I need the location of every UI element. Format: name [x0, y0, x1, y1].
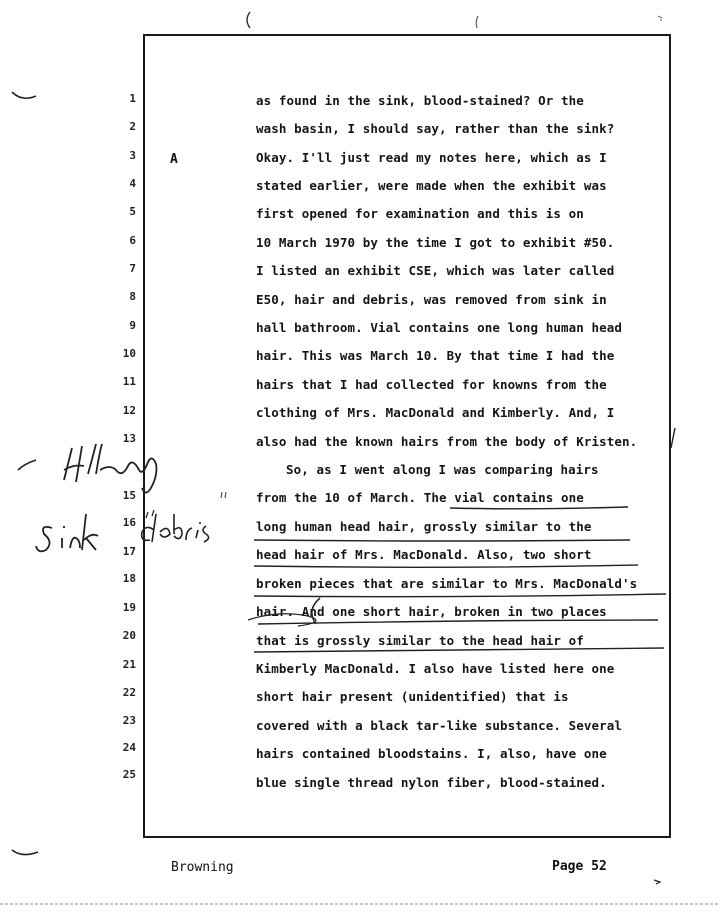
transcript-line: long human head hair, grossly similar to the — [256, 519, 592, 534]
transcript-line: 10 March 1970 by the time I got to exhibit #50. — [256, 235, 615, 250]
line-number: 6 — [129, 234, 136, 247]
transcript-line: also had the known hairs from the body of Kristen. — [256, 434, 638, 449]
line-number: 25 — [122, 768, 136, 781]
line-number: 5 — [129, 205, 136, 218]
line-number: 24 — [122, 741, 136, 754]
transcript-line: covered with a black tar-like substance. Several — [256, 718, 623, 733]
line-number: 4 — [129, 177, 136, 190]
transcript-line: Kimberly MacDonald. I also have listed here one — [256, 661, 615, 676]
footer-witness-name: Browning — [171, 860, 234, 875]
transcript-line: clothing of Mrs. MacDonald and Kimberly. And, I — [256, 405, 615, 420]
line-number: 7 — [129, 262, 136, 275]
transcript-line: hair. This was March 10. By that time I had the — [256, 348, 615, 363]
transcript-line: stated earlier, were made when the exhibit was — [256, 178, 607, 193]
transcript-line: E50, hair and debris, was removed from sink in — [256, 292, 607, 307]
speaker-label: A — [170, 152, 178, 167]
line-number: 1 — [129, 92, 136, 105]
line-number: 23 — [122, 714, 136, 727]
line-number: 20 — [122, 629, 136, 642]
line-number: 11 — [122, 375, 136, 388]
line-number: 19 — [122, 601, 136, 614]
line-number: 18 — [122, 572, 136, 585]
line-number: 21 — [122, 658, 136, 671]
transcript-line: short hair present (unidentified) that is — [256, 689, 569, 704]
line-number: 10 — [122, 347, 136, 360]
line-number: 13 — [122, 432, 136, 445]
transcript-line: So, as I went along I was comparing hairs — [286, 462, 599, 477]
transcript-line: from the 10 of March. The vial contains one — [256, 490, 584, 505]
transcript-line: I listed an exhibit CSE, which was later called — [256, 263, 615, 278]
line-number: 16 — [122, 516, 136, 529]
transcript-line: Okay. I'll just read my notes here, which as I — [256, 150, 607, 165]
line-number: 3 — [129, 149, 136, 162]
transcript-line: broken pieces that are similar to Mrs. MacDonald's — [256, 576, 638, 591]
transcript-line: wash basin, I should say, rather than the sink? — [256, 121, 615, 136]
transcript-line: hair. And one short hair, broken in two places — [256, 604, 607, 619]
line-number: 17 — [122, 545, 136, 558]
transcript-line: that is grossly similar to the head hair of — [256, 633, 584, 648]
transcript-line: blue single thread nylon fiber, blood-stained. — [256, 775, 607, 790]
line-number: 8 — [129, 290, 136, 303]
transcript-line: hairs that I had collected for knowns from the — [256, 377, 607, 392]
line-number: 12 — [122, 404, 136, 417]
transcript-line: head hair of Mrs. MacDonald. Also, two short — [256, 547, 592, 562]
transcript-line: hairs contained bloodstains. I, also, have one — [256, 746, 607, 761]
footer-page-number: Page 52 — [552, 859, 607, 874]
line-number: 2 — [129, 120, 136, 133]
transcript-line: as found in the sink, blood-stained? Or the — [256, 93, 584, 108]
line-number: 22 — [122, 686, 136, 699]
transcript-line: first opened for examination and this is on — [256, 206, 584, 221]
line-number: 9 — [129, 319, 136, 332]
line-number: 15 — [122, 489, 136, 502]
transcript-line: hall bathroom. Vial contains one long human head — [256, 320, 623, 335]
